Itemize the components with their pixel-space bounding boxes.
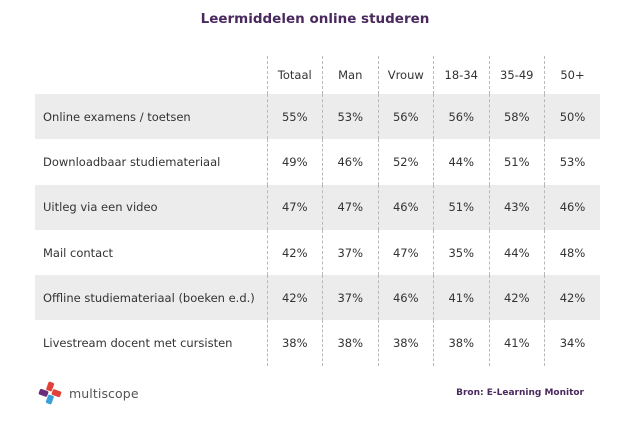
column-header-35-49: 35-49 (489, 56, 545, 94)
table-row (35, 230, 600, 275)
table-cell: 43% (489, 185, 545, 230)
table-cell: 46% (378, 275, 434, 320)
table-row (35, 94, 600, 139)
table-cell: 46% (545, 185, 601, 230)
table-cell: 58% (489, 94, 545, 139)
table-cell: 51% (489, 139, 545, 184)
table-cell: 47% (323, 185, 379, 230)
row-label: Offline studiemateriaal (boeken e.d.) (35, 275, 267, 320)
table-cell: 46% (378, 185, 434, 230)
table-cell: 47% (267, 185, 323, 230)
table-cell: 37% (323, 275, 379, 320)
table-cell: 37% (323, 230, 379, 275)
table-row (35, 275, 600, 320)
header-label-cell (35, 56, 267, 94)
table-cell: 42% (545, 275, 601, 320)
table-cell: 56% (378, 94, 434, 139)
table-cell: 35% (434, 230, 490, 275)
column-header-man: Man (323, 56, 379, 94)
row-label: Livestream docent met cursisten (43, 336, 233, 351)
data-table (35, 56, 600, 366)
table-cell: 44% (489, 230, 545, 275)
row-label: Uitleg via een video (35, 185, 267, 230)
brand-name: multiscope (69, 385, 139, 401)
table-cell: 38% (323, 320, 379, 365)
table-cell: 56% (434, 94, 490, 139)
row-label: Mail contact (43, 245, 114, 260)
table-cell: 53% (545, 139, 601, 184)
table-header-row (35, 56, 600, 94)
table-cell: 42% (267, 230, 323, 275)
column-header-18-34: 18-34 (434, 56, 490, 94)
table-cell: 42% (267, 275, 323, 320)
table-cell: 52% (378, 139, 434, 184)
column-header-totaal: Totaal (267, 56, 323, 94)
table-cell: 38% (434, 320, 490, 365)
table-cell: 42% (489, 275, 545, 320)
table-cell: 50% (545, 94, 601, 139)
table-cell: 55% (267, 94, 323, 139)
table-cell: 44% (434, 139, 490, 184)
column-header-50plus: 50+ (545, 56, 601, 94)
multiscope-logo (38, 381, 139, 405)
table-cell: 38% (378, 320, 434, 365)
column-header-vrouw: Vrouw (378, 56, 434, 94)
table-row (35, 320, 600, 365)
table-cell: 48% (545, 230, 601, 275)
chart-title: Leermiddelen online studeren (200, 11, 430, 27)
table-cell: 38% (267, 320, 323, 365)
row-label: Online examens / toetsen (35, 94, 267, 139)
table-row (35, 139, 600, 184)
table-cell: 34% (545, 320, 601, 365)
table-cell: 41% (489, 320, 545, 365)
table-cell: 47% (378, 230, 434, 275)
multiscope-logo-icon (38, 381, 62, 405)
row-label: Downloadbaar studiemateriaal (43, 154, 221, 169)
source-note: Bron: E-Learning Monitor (456, 388, 584, 398)
table-cell: 46% (323, 139, 379, 184)
table-cell: 51% (434, 185, 490, 230)
table-cell: 53% (323, 94, 379, 139)
table-row (35, 185, 600, 230)
table-cell: 49% (267, 139, 323, 184)
table-cell: 41% (434, 275, 490, 320)
